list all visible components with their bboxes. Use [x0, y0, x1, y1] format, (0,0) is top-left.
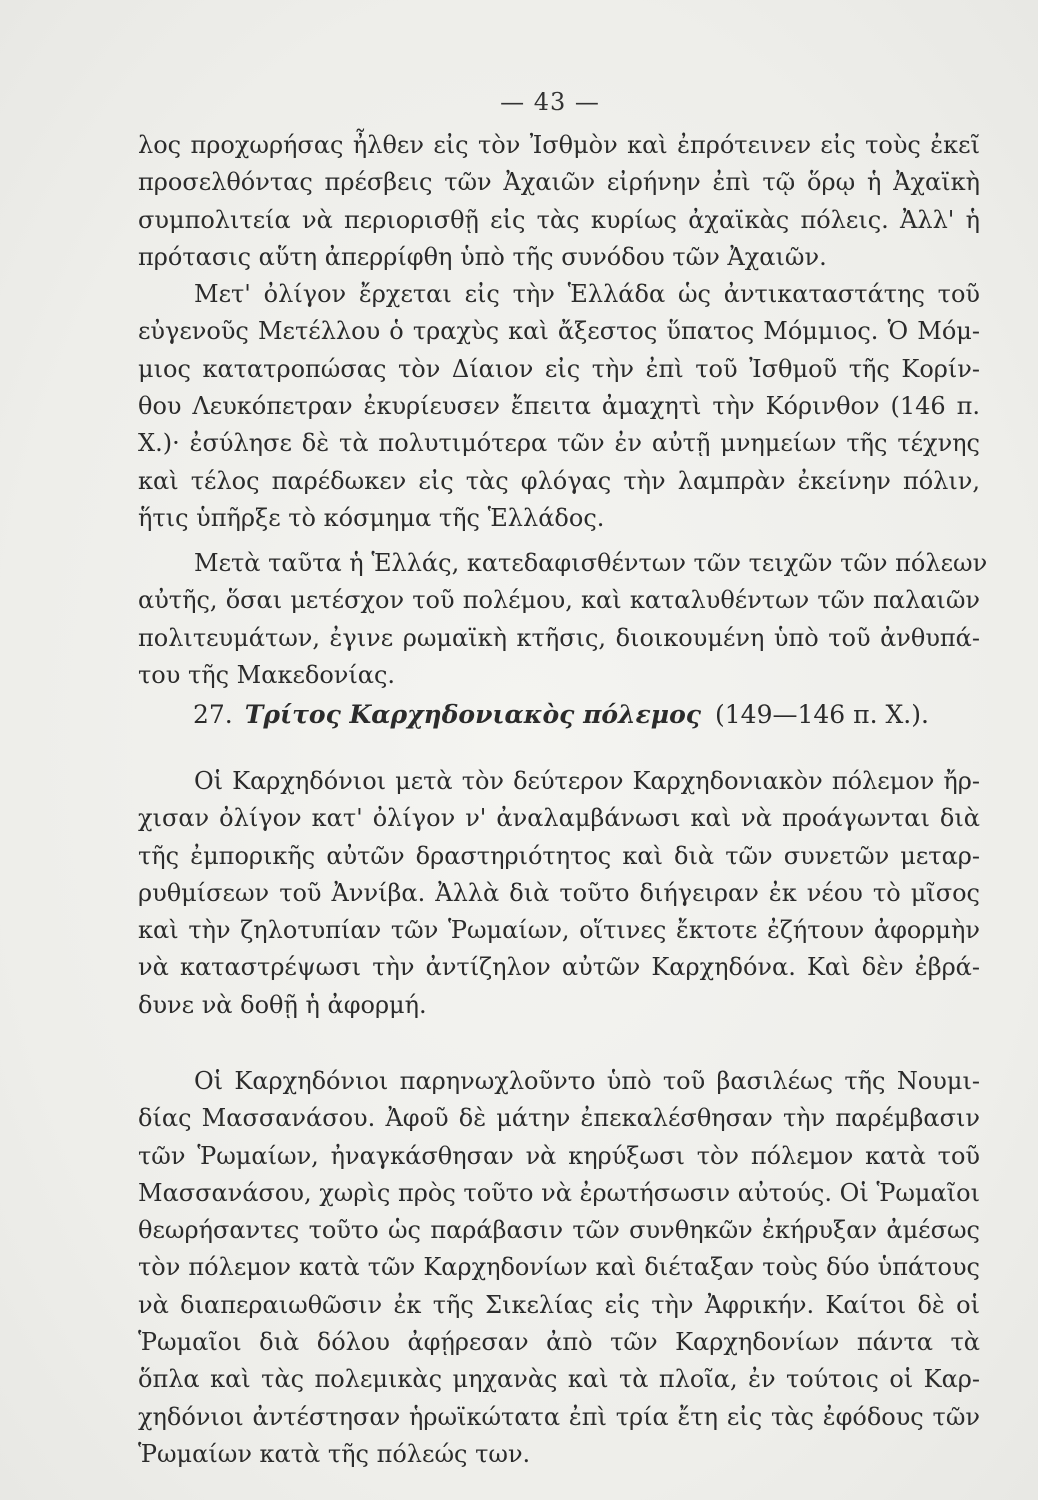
text-line: πρότασις αὕτη ἀπερρίφθη ὑπὸ τῆς συνόδου τῶν Ἀχαιῶν.	[138, 242, 827, 271]
text-line: Μασσανάσου, χωρὶς πρὸς τοῦτο νὰ ἐρωτήσωσιν αὐτούς. Οἱ Ῥωμαῖοι	[138, 1178, 980, 1207]
text-line: Ῥωμαίων κατὰ τῆς πόλεώς των.	[138, 1439, 531, 1468]
text-line: συμπολιτεία νὰ περιορισθῇ εἰς τὰς κυρίως ἀχαϊκὰς πόλεις. Ἀλλ' ἡ	[138, 205, 980, 234]
text-line: καὶ τέλος παρέδωκεν εἰς τὰς φλόγας τὴν λαμπρὰν ἐκείνην πόλιν,	[138, 466, 980, 495]
section-heading	[193, 700, 953, 729]
text-block-bottom	[138, 1063, 980, 1473]
text-line: του τῆς Μακεδονίας.	[138, 660, 396, 689]
text-line: μιος κατατροπώσας τὸν Δίαιον εἰς τὴν ἐπὶ τοῦ Ἰσθμοῦ τῆς Κορίν-	[138, 354, 980, 383]
text-line: δίας Μασσανάσου. Ἀφοῦ δὲ μάτην ἐπεκαλέσθησαν τὴν παρέμβασιν	[138, 1104, 980, 1133]
text-block-middle	[138, 545, 988, 694]
text-block-top	[138, 127, 980, 537]
text-line: τῆς ἐμπορικῆς αὐτῶν δραστηριότητος καὶ διὰ τῶν συνετῶν μεταρ-	[138, 841, 980, 870]
text-line: Μετὰ ταῦτα ἡ Ἑλλάς, κατεδαφισθέντων τῶν τειχῶν τῶν πόλεων	[194, 549, 988, 577]
text-line: τὸν πόλεμον κατὰ τῶν Καρχηδονίων καὶ διέταξαν τοὺς δύο ὑπάτους	[138, 1253, 980, 1282]
text-line: πολιτευμάτων, ἐγινε ρωμαϊκὴ κτῆσις, διοικουμένη ὑπὸ τοῦ ἀνθυπά-	[138, 623, 980, 652]
text-block-section-start	[138, 763, 980, 1024]
text-line: αὐτῆς, ὅσαι μετέσχον τοῦ πολέμου, καὶ καταλυθέντων τῶν παλαιῶν	[138, 586, 980, 615]
paragraph	[138, 276, 980, 537]
text-line: Οἱ Καρχηδόνιοι παρηνωχλοῦντο ὑπὸ τοῦ βασιλέως τῆς Νουμι-	[194, 1067, 980, 1095]
text-line: θεωρήσαντες τοῦτο ὡς παράβασιν τῶν συνθηκῶν ἐκήρυξαν ἀμέσως	[138, 1216, 980, 1245]
paragraph	[138, 763, 980, 1024]
page-number: — 43 —	[500, 88, 600, 116]
text-line: Οἱ Καρχηδόνιοι μετὰ τὸν δεύτερον Καρχηδονιακὸν πόλεμον ἤρ-	[194, 767, 980, 795]
text-line: προσελθόντας πρέσβεις τῶν Ἀχαιῶν εἰρήνην ἐπὶ τῷ ὅρῳ ἡ Ἀχαϊκὴ	[138, 168, 980, 197]
paragraph	[138, 127, 980, 276]
text-line: θου Λευκόπετραν ἐκυρίευσεν ἔπειτα ἀμαχητὶ τὴν Κόρινθον (146 π.	[138, 392, 980, 421]
text-line: ρυθμίσεων τοῦ Ἀννίβα. Ἀλλὰ διὰ τοῦτο διήγειραν ἐκ νέου τὸ μῖσος	[138, 878, 980, 907]
text-line: δυνε νὰ δοθῇ ἡ ἀφορμή.	[138, 990, 427, 1019]
section-dates: (149—146 π. Χ.).	[715, 700, 929, 729]
text-line: χηδόνιοι ἀντέστησαν ἡρωϊκώτατα ἐπὶ τρία ἔτη εἰς τὰς ἐφόδους τῶν	[138, 1402, 980, 1431]
text-line: Ῥωμαῖοι διὰ δόλου ἀφῄρεσαν ἀπὸ τῶν Καρχηδονίων πάντα τὰ	[138, 1328, 980, 1357]
text-line: νὰ καταστρέψωσι τὴν ἀντίζηλον αὐτῶν Καρχηδόνα. Καὶ δὲν ἐβρά-	[138, 953, 980, 982]
text-line: Χ.)· ἐσύλησε δὲ τὰ πολυτιμότερα τῶν ἐν αὐτῇ μνημείων τῆς τέχνης	[138, 429, 980, 458]
text-line: ὅπλα καὶ τὰς πολεμικὰς μηχανὰς καὶ τὰ πλοῖα, ἐν τούτοις οἱ Καρ-	[138, 1365, 980, 1394]
paragraph	[138, 1063, 980, 1473]
paragraph	[138, 545, 988, 694]
text-line: καὶ τὴν ζηλοτυπίαν τῶν Ῥωμαίων, οἵτινες ἔκτοτε ἐζήτουν ἀφορμὴν	[138, 916, 980, 945]
text-line: εὐγενοῦς Μετέλλου ὁ τραχὺς καὶ ἄξεστος ὕπατος Μόμμιος. Ὁ Μόμ-	[138, 317, 980, 346]
text-line: νὰ διαπεραιωθῶσιν ἐκ τῆς Σικελίας εἰς τὴν Ἀφρικήν. Καίτοι δὲ οἱ	[138, 1290, 980, 1319]
text-line: Μετ' ὀλίγον ἔρχεται εἰς τὴν Ἑλλάδα ὡς ἀντικαταστάτης τοῦ	[194, 280, 980, 309]
section-title: Τρίτος Καρχηδονιακὸς πόλεμος	[244, 700, 701, 729]
text-line: χισαν ὀλίγον κατ' ὀλίγον ν' ἀναλαμβάνωσι καὶ νὰ προάγωνται διὰ	[138, 804, 980, 833]
text-line: τῶν Ῥωμαίων, ἠναγκάσθησαν νὰ κηρύξωσι τὸν πόλεμον κατὰ τοῦ	[138, 1141, 980, 1170]
text-line: ἥτις ὑπῆρξε τὸ κόσμημα τῆς Ἑλλάδος.	[138, 503, 605, 532]
text-line: λος προχωρήσας ἦλθεν εἰς τὸν Ἰσθμὸν καὶ ἐπρότεινεν εἰς τοὺς ἐκεῖ	[138, 131, 980, 159]
section-number: 27.	[193, 700, 233, 729]
